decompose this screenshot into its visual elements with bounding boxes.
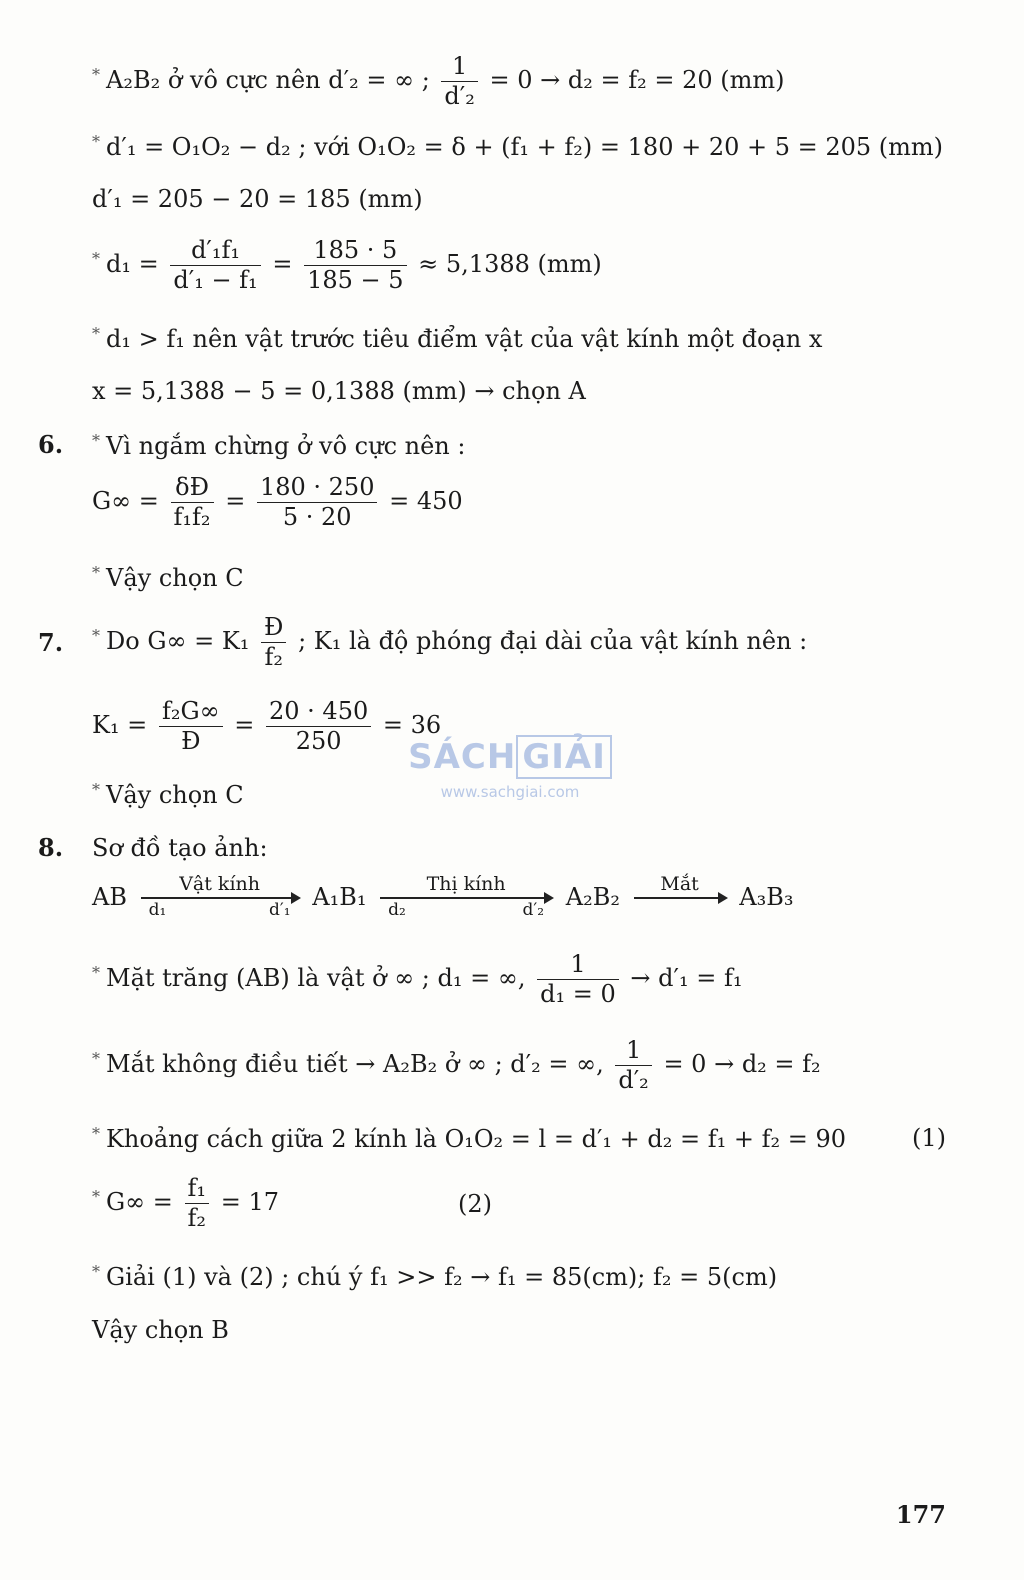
bullet-asterisk: * (92, 780, 100, 799)
s5-line-5: * d₁ > f₁ nên vật trước tiêu điểm vật của vật kính một đoạn x (92, 324, 823, 353)
fraction: $\frac{1}{\text{d₁ = 0}}$ (537, 950, 619, 1009)
s8-line-5: * G∞ = $\frac{\text{f₁}}{\text{f₂}}$ = 17 (92, 1174, 279, 1232)
bullet-asterisk: * (92, 625, 100, 645)
fraction: $\frac{Đ}{\text{f₂}}$ (261, 613, 286, 672)
arrow-right-icon (380, 897, 552, 899)
equation-tag: (1) (912, 1124, 946, 1152)
s8-line-3: * Mắt không điều tiết → A₂B₂ ở ∞ ; d′₂ = ∞, $\frac{1}{\text{d′₂}}$ = 0 → d₂ = f₂ (92, 1036, 821, 1094)
bullet-asterisk: * (92, 1048, 100, 1068)
s8-line-4: * Khoảng cách giữa 2 kính là O₁O₂ = l = d′₁ + d₂ = f₁ + f₂ = 90 (92, 1124, 847, 1153)
s8-line-6: * Giải (1) và (2) ; chú ý f₁ >> f₂ → f₁ = 85(cm); f₂ = 5(cm) (92, 1262, 778, 1291)
arrow-right-icon (634, 897, 726, 899)
fraction: $\frac{185 \cdot 5}{185 - 5}$ (304, 236, 406, 295)
bullet-asterisk: * (92, 1262, 100, 1281)
s5-line-6: x = 5,1388 − 5 = 0,1388 (mm) → chọn A (92, 377, 586, 405)
bullet-asterisk: * (92, 64, 100, 84)
fraction: $\frac{\text{f₁}}{\text{f₂}}$ (185, 1174, 210, 1233)
bullet-asterisk: * (92, 1186, 100, 1206)
diagram-arrow: Mắt (634, 874, 726, 920)
bullet-asterisk: * (92, 962, 100, 982)
bullet-asterisk: * (92, 132, 100, 151)
diagram-image-1: A₁B₁ (312, 882, 367, 911)
equation-tag: (2) (458, 1190, 492, 1218)
s7-line-1: * Do G∞ = K₁ $\frac{Đ}{\text{f₂}}$ ; K₁ là độ phóng đại dài của vật kính nên : (92, 613, 808, 671)
diagram-arrow: Thị kính d₂ d′₂ (380, 874, 552, 920)
s5-line-2: * d′₁ = O₁O₂ − d₂ ; với O₁O₂ = δ + (f₁ + f₂) = 180 + 20 + 5 = 205 (mm) (92, 132, 944, 161)
bullet-asterisk: * (92, 431, 100, 450)
s6-line-2: G∞ = $\frac{\delta Đ}{\text{f₁f₂}}$ = $\frac{180 \cdot 250}{5 \cdot 20}$ = 450 (92, 473, 463, 531)
bullet-asterisk: * (92, 563, 100, 582)
fraction: $\frac{1}{\text{d′₂}}$ (615, 1036, 651, 1095)
question-number: 8. (38, 833, 64, 862)
image-formation-diagram (92, 874, 793, 920)
s7-line-3: * Vậy chọn C (92, 780, 244, 809)
s6-line-1: * Vì ngắm chừng ở vô cực nên : (92, 431, 466, 460)
page-number: 177 (895, 1500, 946, 1529)
watermark-logo: SÁCH GIẢI (405, 735, 615, 779)
question-number: 6. (38, 430, 64, 459)
bullet-asterisk: * (92, 1124, 100, 1143)
s8-line-2: * Mặt trăng (AB) là vật ở ∞ ; d₁ = ∞, $\frac{1}{\text{d₁ = 0}}$ → d′₁ = f₁ (92, 950, 743, 1008)
fraction: $\frac{1}{\text{d′₂}}$ (441, 52, 477, 111)
fraction: $\frac{\text{f₂G∞}}{Đ}$ (159, 697, 223, 756)
question-number: 7. (38, 628, 64, 657)
diagram-image-2: A₂B₂ (565, 882, 620, 911)
diagram-image-3: A₃B₃ (739, 882, 794, 911)
s5-line-4: * d₁ = $\frac{\text{d′₁f₁}}{\text{d′₁ − f₁}}$ = $\frac{185 \cdot 5}{185 - 5}$ ≈ 5,1388 (mm) (92, 236, 602, 294)
watermark-url: www.sachgiai.com (440, 783, 580, 801)
fraction: $\frac{20 \cdot 450}{250}$ (266, 697, 371, 756)
s8-line-1: Sơ đồ tạo ảnh: (92, 834, 268, 862)
arrow-right-icon (141, 897, 299, 899)
s8-line-7: Vậy chọn B (92, 1316, 229, 1344)
diagram-object: AB (92, 882, 127, 911)
fraction: $\frac{\delta Đ}{\text{f₁f₂}}$ (171, 473, 214, 532)
s7-line-2: K₁ = $\frac{\text{f₂G∞}}{Đ}$ = $\frac{20 \cdot 450}{250}$ = 36 (92, 697, 442, 755)
fraction: $\frac{\text{d′₁f₁}}{\text{d′₁ − f₁}}$ (170, 236, 260, 295)
diagram-arrow: Vật kính d₁ d′₁ (141, 874, 299, 920)
watermark (405, 735, 615, 801)
s5-line-3: d′₁ = 205 − 20 = 185 (mm) (92, 185, 423, 213)
bullet-asterisk: * (92, 248, 100, 268)
fraction: $\frac{180 \cdot 250}{5 \cdot 20}$ (257, 473, 378, 532)
s5-line-1: * A₂B₂ ở vô cực nên d′₂ = ∞ ; $\frac{1}{\text{d′₂}}$ = 0 → d₂ = f₂ = 20 (mm) (92, 52, 785, 110)
s6-line-3: * Vậy chọn C (92, 563, 244, 592)
bullet-asterisk: * (92, 324, 100, 343)
